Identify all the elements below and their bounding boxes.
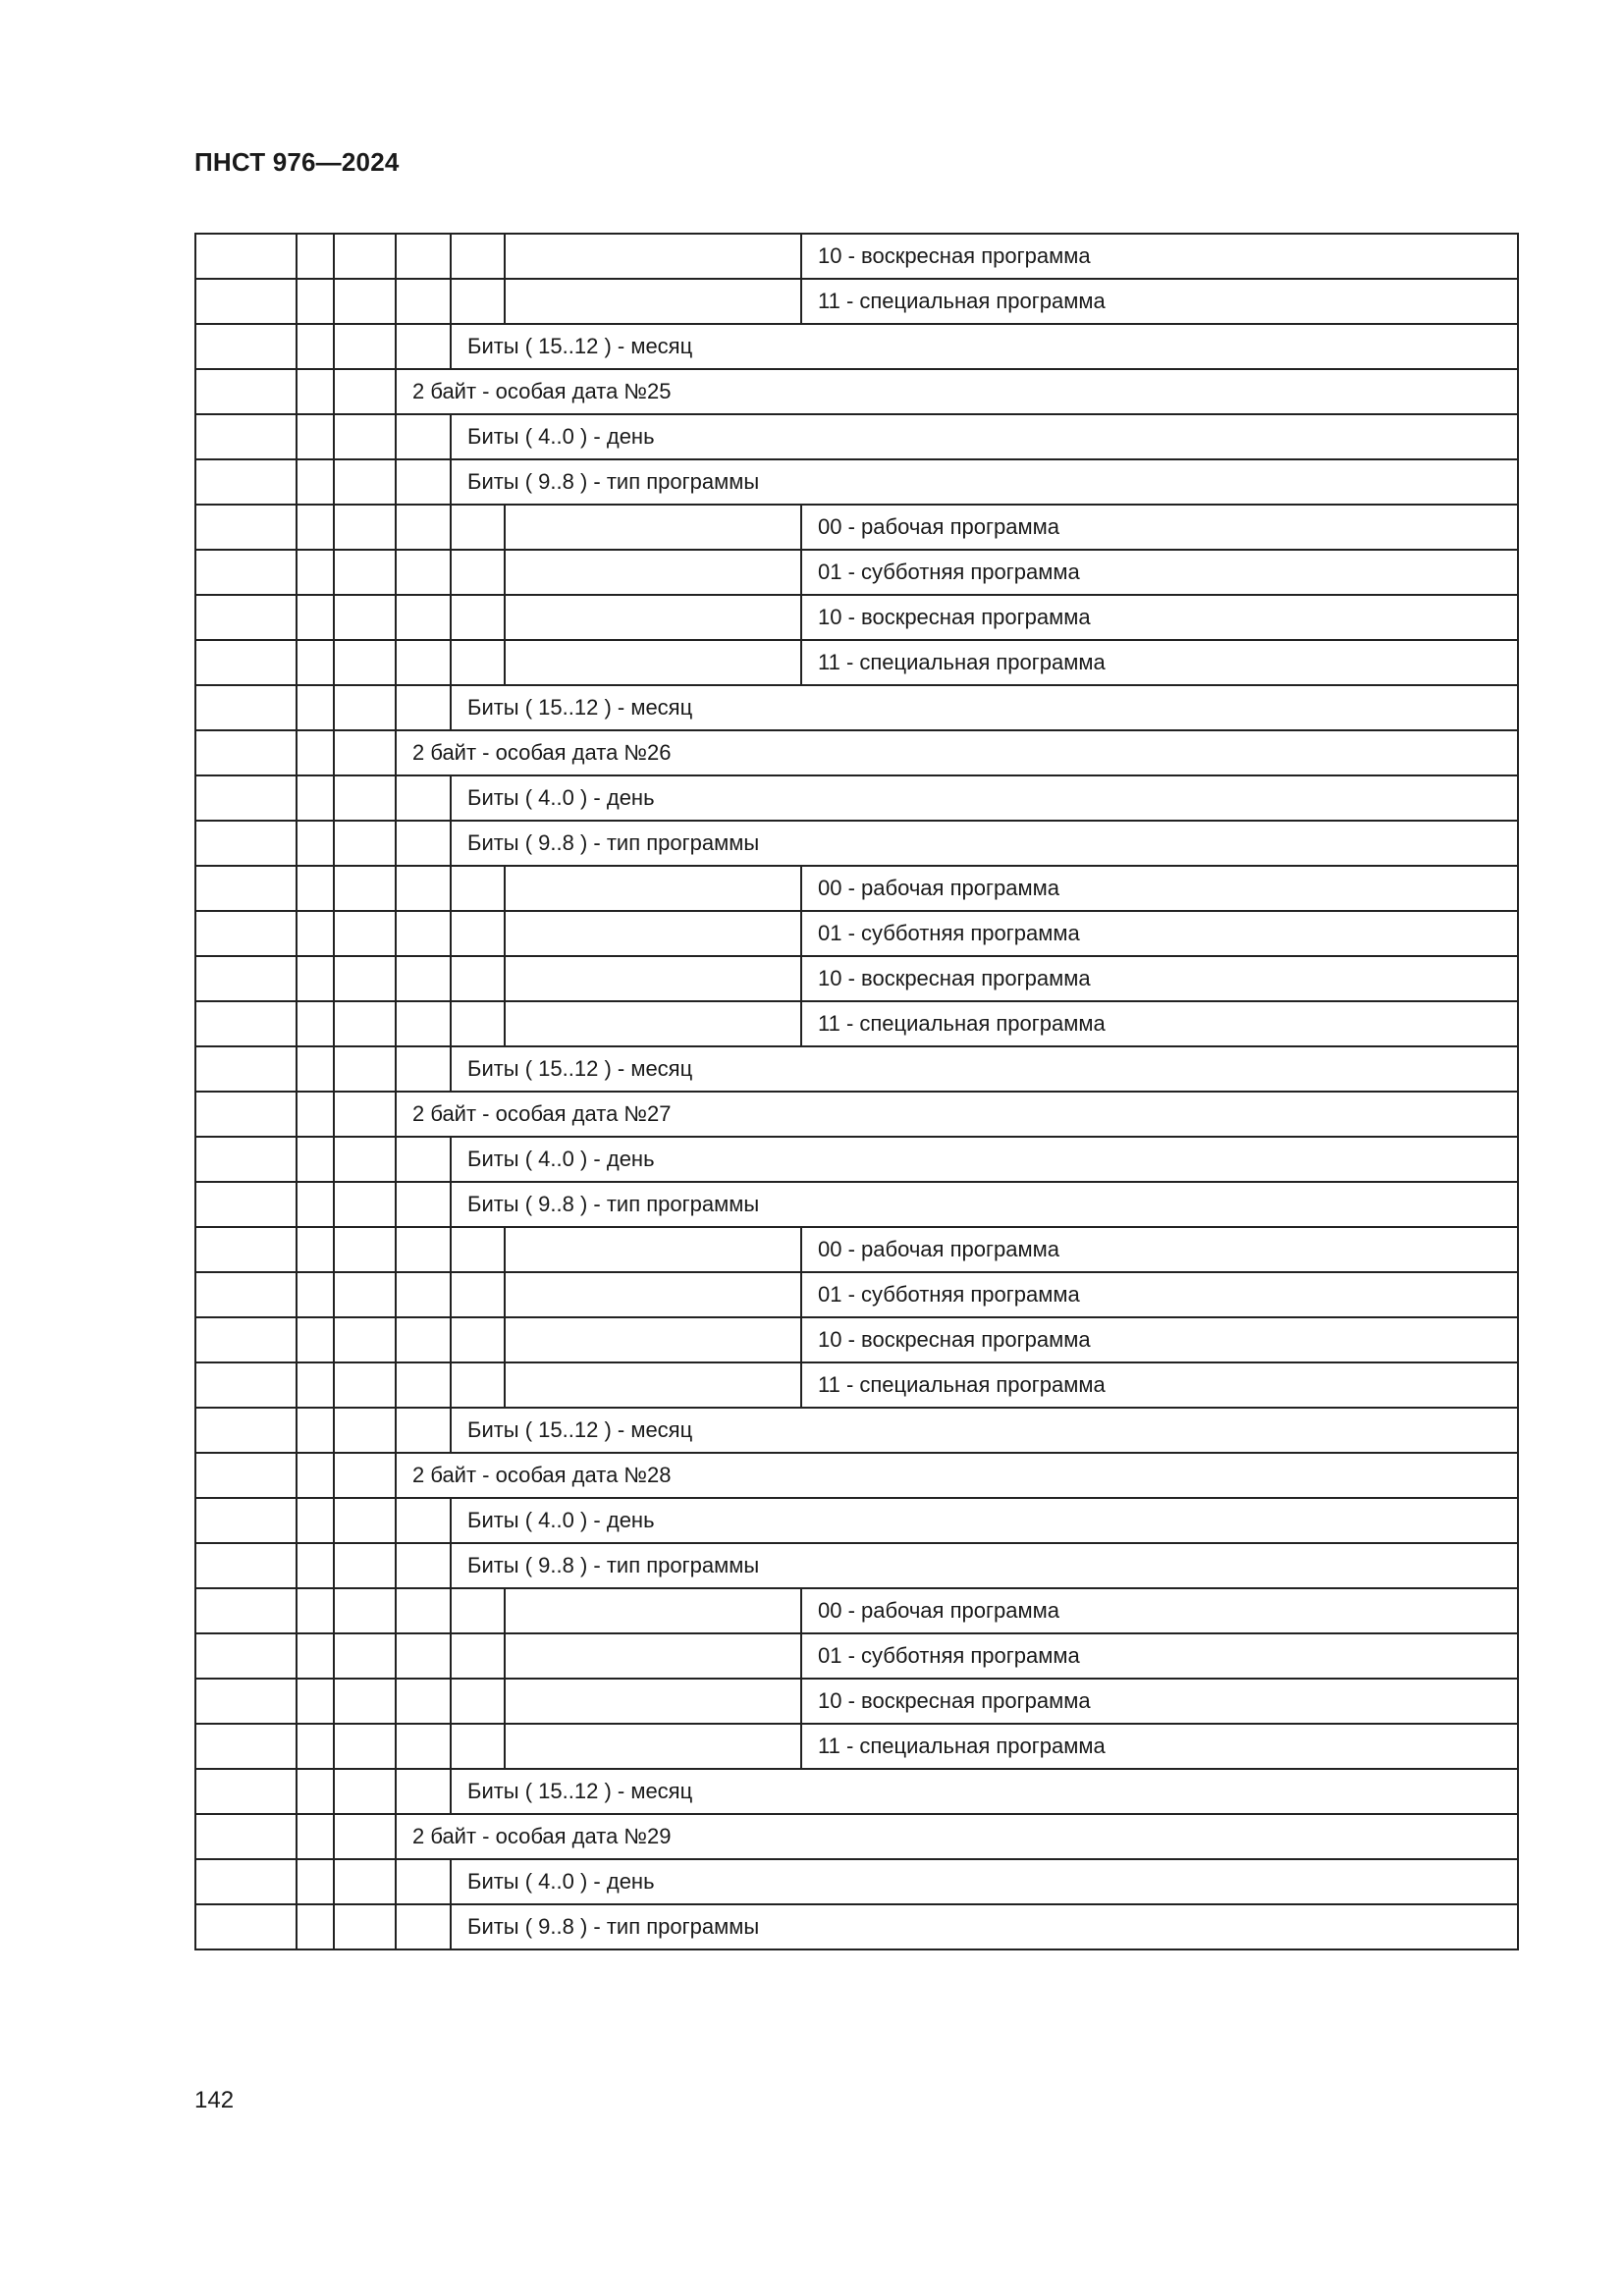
empty-cell — [297, 1453, 334, 1498]
empty-cell — [505, 1724, 801, 1769]
empty-cell — [396, 1498, 451, 1543]
empty-cell — [334, 685, 396, 730]
empty-cell — [297, 550, 334, 595]
row-text-cell: Биты ( 4..0 ) - день — [451, 775, 1518, 821]
empty-cell — [334, 1633, 396, 1679]
row-text-cell: Биты ( 15..12 ) - месяц — [451, 1046, 1518, 1092]
table-row — [195, 730, 1518, 775]
empty-cell — [297, 1633, 334, 1679]
empty-cell — [451, 1317, 505, 1362]
table-row — [195, 1092, 1518, 1137]
empty-cell — [334, 640, 396, 685]
table-row — [195, 1724, 1518, 1769]
row-text-cell: 00 - рабочая программа — [801, 866, 1518, 911]
table-row — [195, 505, 1518, 550]
spec-table-body — [195, 234, 1518, 1949]
empty-cell — [195, 730, 297, 775]
empty-cell — [334, 1588, 396, 1633]
empty-cell — [396, 1362, 451, 1408]
empty-cell — [505, 911, 801, 956]
row-text-cell: 11 - специальная программа — [801, 1362, 1518, 1408]
empty-cell — [195, 821, 297, 866]
empty-cell — [334, 1498, 396, 1543]
empty-cell — [334, 775, 396, 821]
empty-cell — [505, 1362, 801, 1408]
empty-cell — [195, 1272, 297, 1317]
row-text-cell: Биты ( 9..8 ) - тип программы — [451, 1182, 1518, 1227]
row-text-cell: 01 - субботняя программа — [801, 550, 1518, 595]
empty-cell — [396, 1227, 451, 1272]
empty-cell — [396, 1904, 451, 1949]
empty-cell — [195, 1408, 297, 1453]
document-code-header: ПНСТ 976—2024 — [194, 147, 400, 177]
empty-cell — [195, 956, 297, 1001]
table-row — [195, 775, 1518, 821]
empty-cell — [451, 550, 505, 595]
empty-cell — [451, 1362, 505, 1408]
row-text-cell: Биты ( 4..0 ) - день — [451, 414, 1518, 459]
empty-cell — [334, 1092, 396, 1137]
table-row — [195, 324, 1518, 369]
empty-cell — [195, 414, 297, 459]
empty-cell — [505, 1679, 801, 1724]
empty-cell — [195, 1769, 297, 1814]
empty-cell — [195, 1317, 297, 1362]
table-row — [195, 414, 1518, 459]
empty-cell — [334, 459, 396, 505]
empty-cell — [451, 1272, 505, 1317]
table-row — [195, 1588, 1518, 1633]
table-row — [195, 956, 1518, 1001]
table-row — [195, 1633, 1518, 1679]
empty-cell — [334, 1859, 396, 1904]
row-text-cell: Биты ( 15..12 ) - месяц — [451, 324, 1518, 369]
empty-cell — [297, 414, 334, 459]
empty-cell — [505, 640, 801, 685]
empty-cell — [334, 1543, 396, 1588]
empty-cell — [195, 911, 297, 956]
table-row — [195, 911, 1518, 956]
empty-cell — [297, 1814, 334, 1859]
row-text-cell: Биты ( 9..8 ) - тип программы — [451, 1904, 1518, 1949]
empty-cell — [451, 1724, 505, 1769]
empty-cell — [297, 1046, 334, 1092]
empty-cell — [195, 1137, 297, 1182]
table-row — [195, 821, 1518, 866]
table-row — [195, 1137, 1518, 1182]
empty-cell — [297, 1724, 334, 1769]
empty-cell — [195, 685, 297, 730]
empty-cell — [334, 1814, 396, 1859]
empty-cell — [451, 911, 505, 956]
empty-cell — [396, 1543, 451, 1588]
empty-cell — [297, 775, 334, 821]
empty-cell — [297, 279, 334, 324]
empty-cell — [396, 821, 451, 866]
empty-cell — [396, 640, 451, 685]
empty-cell — [297, 505, 334, 550]
empty-cell — [297, 1137, 334, 1182]
empty-cell — [396, 1633, 451, 1679]
table-row — [195, 1362, 1518, 1408]
empty-cell — [334, 1724, 396, 1769]
empty-cell — [195, 1543, 297, 1588]
row-text-cell: Биты ( 15..12 ) - месяц — [451, 1408, 1518, 1453]
empty-cell — [297, 1543, 334, 1588]
empty-cell — [334, 1001, 396, 1046]
table-row — [195, 1046, 1518, 1092]
empty-cell — [297, 324, 334, 369]
empty-cell — [195, 550, 297, 595]
empty-cell — [505, 1588, 801, 1633]
empty-cell — [334, 324, 396, 369]
row-text-cell: 2 байт - особая дата №28 — [396, 1453, 1518, 1498]
empty-cell — [334, 730, 396, 775]
table-row — [195, 685, 1518, 730]
empty-cell — [297, 1092, 334, 1137]
empty-cell — [195, 1724, 297, 1769]
empty-cell — [195, 775, 297, 821]
empty-cell — [297, 1317, 334, 1362]
empty-cell — [334, 1137, 396, 1182]
row-text-cell: 2 байт - особая дата №25 — [396, 369, 1518, 414]
table-row — [195, 234, 1518, 279]
empty-cell — [396, 505, 451, 550]
empty-cell — [396, 459, 451, 505]
empty-cell — [195, 234, 297, 279]
table-row — [195, 1769, 1518, 1814]
empty-cell — [396, 1001, 451, 1046]
table-row — [195, 640, 1518, 685]
row-text-cell: 01 - субботняя программа — [801, 1272, 1518, 1317]
empty-cell — [334, 1453, 396, 1498]
row-text-cell: Биты ( 15..12 ) - месяц — [451, 685, 1518, 730]
empty-cell — [334, 1769, 396, 1814]
empty-cell — [334, 1272, 396, 1317]
row-text-cell: 00 - рабочая программа — [801, 1588, 1518, 1633]
empty-cell — [195, 1498, 297, 1543]
empty-cell — [334, 550, 396, 595]
table-row — [195, 595, 1518, 640]
table-row — [195, 1408, 1518, 1453]
empty-cell — [195, 640, 297, 685]
empty-cell — [396, 1588, 451, 1633]
empty-cell — [334, 369, 396, 414]
empty-cell — [396, 1679, 451, 1724]
empty-cell — [297, 1769, 334, 1814]
table-row — [195, 866, 1518, 911]
empty-cell — [505, 595, 801, 640]
empty-cell — [195, 369, 297, 414]
table-row — [195, 550, 1518, 595]
row-text-cell: 01 - субботняя программа — [801, 911, 1518, 956]
empty-cell — [451, 1227, 505, 1272]
empty-cell — [195, 1904, 297, 1949]
table-row — [195, 1001, 1518, 1046]
empty-cell — [396, 1317, 451, 1362]
empty-cell — [451, 956, 505, 1001]
empty-cell — [297, 911, 334, 956]
row-text-cell: Биты ( 4..0 ) - день — [451, 1498, 1518, 1543]
empty-cell — [396, 1137, 451, 1182]
empty-cell — [396, 866, 451, 911]
empty-cell — [195, 1092, 297, 1137]
empty-cell — [334, 1679, 396, 1724]
empty-cell — [396, 1182, 451, 1227]
empty-cell — [396, 911, 451, 956]
empty-cell — [195, 279, 297, 324]
empty-cell — [195, 1001, 297, 1046]
empty-cell — [334, 821, 396, 866]
empty-cell — [505, 279, 801, 324]
empty-cell — [297, 685, 334, 730]
table-row — [195, 369, 1518, 414]
spec-table — [194, 233, 1519, 1950]
empty-cell — [297, 369, 334, 414]
table-row — [195, 1272, 1518, 1317]
empty-cell — [451, 1679, 505, 1724]
empty-cell — [195, 595, 297, 640]
empty-cell — [297, 866, 334, 911]
row-text-cell: 10 - воскресная программа — [801, 1317, 1518, 1362]
empty-cell — [297, 956, 334, 1001]
empty-cell — [451, 234, 505, 279]
empty-cell — [396, 685, 451, 730]
empty-cell — [297, 1001, 334, 1046]
empty-cell — [297, 640, 334, 685]
empty-cell — [297, 234, 334, 279]
row-text-cell: 11 - специальная программа — [801, 279, 1518, 324]
empty-cell — [195, 1633, 297, 1679]
row-text-cell: 2 байт - особая дата №27 — [396, 1092, 1518, 1137]
empty-cell — [334, 1317, 396, 1362]
row-text-cell: Биты ( 4..0 ) - день — [451, 1859, 1518, 1904]
table-row — [195, 1317, 1518, 1362]
row-text-cell: Биты ( 9..8 ) - тип программы — [451, 459, 1518, 505]
empty-cell — [297, 1679, 334, 1724]
empty-cell — [297, 1588, 334, 1633]
table-row — [195, 1814, 1518, 1859]
page-number: 142 — [194, 2087, 235, 2113]
empty-cell — [396, 956, 451, 1001]
empty-cell — [297, 1408, 334, 1453]
empty-cell — [297, 1498, 334, 1543]
empty-cell — [334, 866, 396, 911]
empty-cell — [505, 505, 801, 550]
row-text-cell: Биты ( 9..8 ) - тип программы — [451, 821, 1518, 866]
row-text-cell: 00 - рабочая программа — [801, 1227, 1518, 1272]
empty-cell — [195, 1859, 297, 1904]
empty-cell — [195, 866, 297, 911]
empty-cell — [396, 234, 451, 279]
table-row — [195, 1498, 1518, 1543]
empty-cell — [505, 956, 801, 1001]
empty-cell — [505, 1227, 801, 1272]
empty-cell — [334, 1046, 396, 1092]
empty-cell — [451, 279, 505, 324]
empty-cell — [297, 1227, 334, 1272]
empty-cell — [505, 550, 801, 595]
row-text-cell: 2 байт - особая дата №26 — [396, 730, 1518, 775]
row-text-cell: 2 байт - особая дата №29 — [396, 1814, 1518, 1859]
empty-cell — [195, 1182, 297, 1227]
empty-cell — [297, 1362, 334, 1408]
row-text-cell: 10 - воскресная программа — [801, 956, 1518, 1001]
row-text-cell: Биты ( 9..8 ) - тип программы — [451, 1543, 1518, 1588]
empty-cell — [195, 505, 297, 550]
empty-cell — [451, 505, 505, 550]
empty-cell — [297, 1859, 334, 1904]
empty-cell — [334, 1408, 396, 1453]
empty-cell — [334, 505, 396, 550]
row-text-cell: 10 - воскресная программа — [801, 234, 1518, 279]
empty-cell — [451, 595, 505, 640]
table-row — [195, 1904, 1518, 1949]
table-row — [195, 1543, 1518, 1588]
empty-cell — [297, 459, 334, 505]
empty-cell — [334, 1227, 396, 1272]
empty-cell — [396, 1046, 451, 1092]
empty-cell — [297, 1182, 334, 1227]
empty-cell — [195, 1679, 297, 1724]
empty-cell — [396, 414, 451, 459]
table-row — [195, 1182, 1518, 1227]
table-row — [195, 459, 1518, 505]
empty-cell — [297, 730, 334, 775]
empty-cell — [334, 234, 396, 279]
empty-cell — [396, 595, 451, 640]
empty-cell — [505, 1272, 801, 1317]
empty-cell — [451, 1633, 505, 1679]
row-text-cell: 11 - специальная программа — [801, 1724, 1518, 1769]
row-text-cell: 11 - специальная программа — [801, 640, 1518, 685]
empty-cell — [451, 1001, 505, 1046]
row-text-cell: Биты ( 4..0 ) - день — [451, 1137, 1518, 1182]
empty-cell — [195, 1453, 297, 1498]
empty-cell — [396, 1769, 451, 1814]
row-text-cell: 00 - рабочая программа — [801, 505, 1518, 550]
row-text-cell: 11 - специальная программа — [801, 1001, 1518, 1046]
empty-cell — [451, 866, 505, 911]
empty-cell — [505, 1317, 801, 1362]
empty-cell — [505, 234, 801, 279]
empty-cell — [334, 1904, 396, 1949]
empty-cell — [505, 1633, 801, 1679]
empty-cell — [334, 595, 396, 640]
empty-cell — [451, 1588, 505, 1633]
empty-cell — [396, 324, 451, 369]
row-text-cell: 10 - воскресная программа — [801, 1679, 1518, 1724]
empty-cell — [297, 595, 334, 640]
empty-cell — [396, 775, 451, 821]
empty-cell — [505, 866, 801, 911]
empty-cell — [334, 279, 396, 324]
empty-cell — [195, 1227, 297, 1272]
table-row — [195, 1859, 1518, 1904]
empty-cell — [505, 1001, 801, 1046]
empty-cell — [195, 1046, 297, 1092]
table-row — [195, 1227, 1518, 1272]
empty-cell — [396, 1859, 451, 1904]
row-text-cell: 10 - воскресная программа — [801, 595, 1518, 640]
empty-cell — [334, 911, 396, 956]
empty-cell — [396, 1724, 451, 1769]
empty-cell — [195, 324, 297, 369]
empty-cell — [334, 414, 396, 459]
empty-cell — [396, 550, 451, 595]
empty-cell — [334, 956, 396, 1001]
table-row — [195, 1453, 1518, 1498]
empty-cell — [451, 640, 505, 685]
empty-cell — [195, 459, 297, 505]
empty-cell — [297, 1904, 334, 1949]
row-text-cell: 01 - субботняя программа — [801, 1633, 1518, 1679]
empty-cell — [195, 1362, 297, 1408]
empty-cell — [396, 1408, 451, 1453]
empty-cell — [297, 821, 334, 866]
empty-cell — [396, 279, 451, 324]
empty-cell — [195, 1588, 297, 1633]
empty-cell — [334, 1362, 396, 1408]
empty-cell — [334, 1182, 396, 1227]
row-text-cell: Биты ( 15..12 ) - месяц — [451, 1769, 1518, 1814]
empty-cell — [396, 1272, 451, 1317]
empty-cell — [297, 1272, 334, 1317]
empty-cell — [195, 1814, 297, 1859]
table-row — [195, 279, 1518, 324]
table-row — [195, 1679, 1518, 1724]
